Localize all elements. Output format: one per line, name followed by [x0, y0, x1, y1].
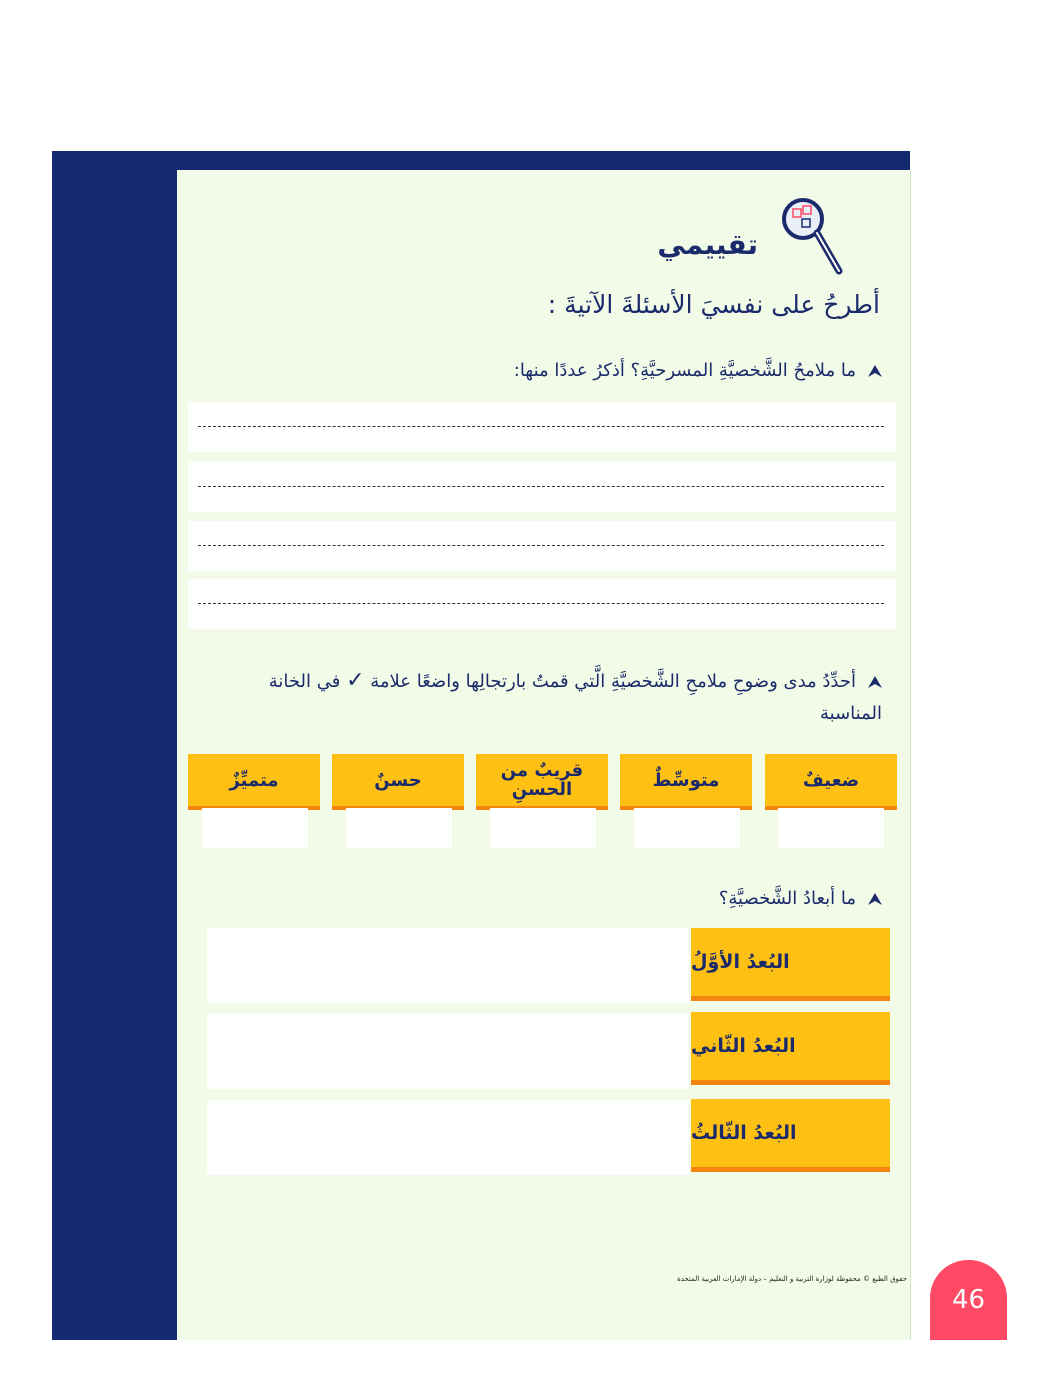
arrow-bullet-icon — [868, 893, 882, 905]
rating-box-near-good[interactable] — [490, 808, 596, 848]
arrow-bullet-icon — [868, 365, 882, 377]
rating-label-excellent: متميِّزٌ — [188, 754, 320, 810]
answer-line-2[interactable] — [188, 462, 896, 512]
dimension-3-input[interactable] — [207, 1100, 689, 1175]
magnifier-icon — [775, 195, 845, 275]
rating-label-good: حسنٌ — [332, 754, 464, 810]
answer-line-1[interactable] — [188, 402, 896, 452]
rating-box-weak[interactable] — [778, 808, 884, 848]
dimension-2-input[interactable] — [207, 1014, 689, 1089]
question-3-text: ما أبعادُ الشَّخصيَّةِ؟ — [718, 888, 856, 909]
dimension-1-label: البُعدُ الأوَّلُ — [691, 928, 890, 1001]
main-heading: أطرحُ على نفسيَ الأسئلةَ الآتيةَ : — [547, 290, 880, 319]
section-header — [657, 190, 850, 280]
question-3 — [719, 888, 882, 909]
question-1-text: ما ملامحُ الشَّخصيَّةِ المسرحيَّةِ؟ أذكرُ عددًا منها: — [513, 360, 856, 381]
question-2-text: أحدِّدُ مدى وضوحِ ملامحِ الشَّخصيَّةِ الَّتي قمتُ بارتجالِها واضعًا علامة — [370, 671, 856, 692]
frame-side-bar — [52, 151, 177, 1340]
rating-box-good[interactable] — [346, 808, 452, 848]
rating-box-excellent[interactable] — [202, 808, 308, 848]
dimension-2-label: البُعدُ الثّاني — [691, 1012, 890, 1085]
copyright-footer: حقوق الطبع © محفوظة لوزارة التربية و التعليم – دولة الإمارات العربية المتحدة — [677, 1275, 907, 1283]
section-title: تقييمي — [657, 228, 758, 261]
checkmark-icon: ✓ — [346, 668, 365, 693]
rating-label-average: متوسِّطٌ — [620, 754, 752, 810]
rating-label-weak: ضعيفٌ — [765, 754, 897, 810]
dimension-3-label: البُعدُ الثّالثُ — [691, 1099, 890, 1172]
answer-line-3[interactable] — [188, 521, 896, 571]
rating-label-near-good: قريبٌ من الحسنِ — [476, 754, 608, 810]
arrow-bullet-icon — [868, 676, 882, 688]
frame-top-bar — [52, 151, 910, 170]
question-2 — [202, 665, 882, 730]
page-number: 46 — [930, 1260, 1007, 1340]
dimension-1-input[interactable] — [207, 928, 689, 1003]
question-2-text-end: في الخانة المناسبة — [268, 671, 882, 724]
rating-box-average[interactable] — [634, 808, 740, 848]
answer-line-4[interactable] — [188, 579, 896, 629]
question-1 — [514, 360, 882, 381]
